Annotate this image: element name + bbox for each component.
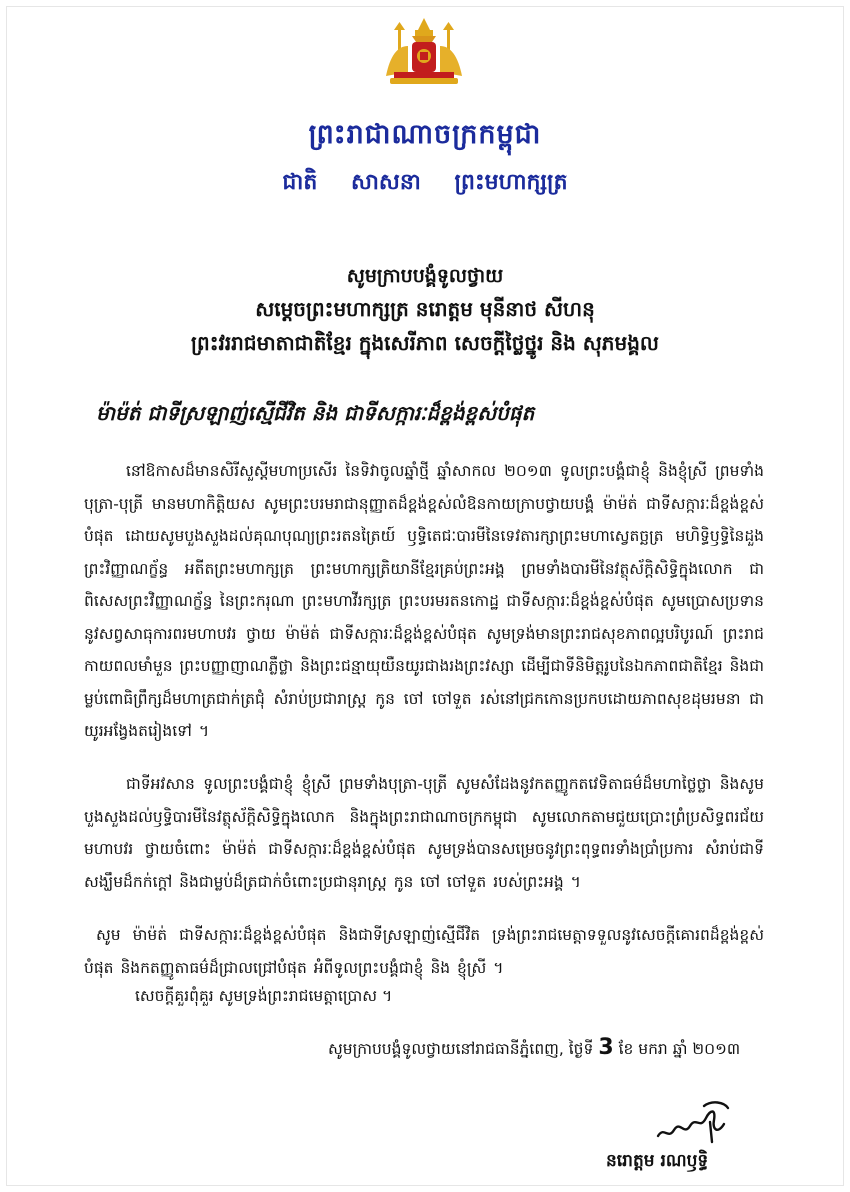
national-motto: ជាតិ សាសនា ព្រះមហាក្សត្រ — [282, 170, 568, 195]
signer-name: នរោត្តម រណឫទ្ធិ — [606, 1151, 709, 1171]
handwritten-signature — [654, 1096, 734, 1148]
date-prefix: សូមក្រាបបង្គំទូលថ្វាយនៅរាជធានីភ្នំពេញ, ថ្ងៃទី — [328, 1040, 594, 1058]
king-name-line: សម្តេចព្រះមហាក្សត្រ នរោត្តម មុនីនាថ សីហនុ — [255, 297, 595, 321]
date-day: 3 — [598, 1035, 614, 1060]
letter-subject: ម៉ាម៉ត់ ជាទីស្រឡាញ់ស្មើជីវិត និង ជាទីសក្ការៈដ៏ខ្ពង់ខ្ពស់បំផុត — [96, 401, 535, 425]
offer-line: សូមក្រាបបង្គំទូលថ្វាយ — [346, 265, 504, 287]
paragraph-4: សេចក្តីគួរពុំគួរ សូមទ្រង់ព្រះរាជមេត្តាប្រោស ។ — [135, 987, 393, 1005]
date-suffix: ខែ មករា ឆ្នាំ ២០១៣ — [618, 1040, 741, 1058]
paragraph-2: ជាទីអវសាន ទូលព្រះបង្គំជាខ្ញុំ ខ្ញុំស្រី ព្រមទាំងបុត្រា-បុត្រី សូមសំដែងនូវកតញ្ញូកតវេទិតាធម៌ដ៏មហាថ្លៃថ្លា និងសូមបួងសួងដល់ឫទ្ធិបារមីនៃវត្ថុស័ក្តិសិទ្ធិក្នុងលោក និងក្នុងព្រះរាជាណាចក្រកម្ពុជា សូមលោកតាមជួយប្រោះព្រំប្រសិទ្ធពរជ័យមហាបវរ ថ្វាយចំពោះ ម៉ាម៉ត់ ជាទីសក្ការៈដ៏ខ្ពង់ខ្ពស់បំផុត សូមទ្រង់បានសម្រេចនូវព្រះពុទ្ធពរទាំងប្រាំប្រការ សំរាប់ជាទីសង្ឃឹមដ៏កក់ក្តៅ និងជាម្លប់ដ៏ត្រជាក់ចំពោះប្រជានុរាស្ត្រ កូន ចៅ ចៅទួត របស់ព្រះអង្គ ។ — [84, 775, 764, 891]
paragraph-1: នៅឱកាសដ៏មានសិរីសួស្តីមហាប្រសើរ នៃទិវាចូលឆ្នាំថ្មី ឆ្នាំសាកល ២០១៣ ទូលព្រះបង្គំជាខ្ញុំ និងខ្ញុំស្រី ព្រមទាំងបុត្រា-បុត្រី មានមហាកិត្តិយស សូមព្រះបរមរាជានុញ្ញាតដ៏ខ្ពង់ខ្ពស់លំឱនកាយក្រាបថ្វាយបង្គំ ម៉ាម៉ត់ ជាទីសក្ការៈដ៏ខ្ពង់ខ្ពស់បំផុត ដោយសូមបួងសួងដល់គុណបុណ្យព្រះរតនត្រៃយ៍ ឫទ្ធិតេជៈបារមីនៃទេវតារក្សាព្រះមហាស្វេតច្ឆត្រ មហិទ្ធិឫទ្ធិនៃដួងព្រះវិញ្ញាណក្ខ័ន្ធ អតីតព្រះមហាក្សត្រ ព្រះមហាក្សត្រិយានីខ្មែរគ្រប់ព្រះអង្គ ព្រមទាំងបារមីនៃវត្ថុស័ក្តិសិទ្ធិក្នុងលោក ជាពិសេសព្រះវិញ្ញាណក្ខ័ន្ធ នៃព្រះករុណា ព្រះមហាវីរក្សត្រ ព្រះបរមរតនកោដ្ឋ ជាទីសក្ការៈដ៏ខ្ពង់ខ្ពស់បំផុត សូមប្រោសប្រទាននូវសព្វសាធុការពរមហាបវរ ថ្វាយ ម៉ាម៉ត់ ជាទីសក្ការៈដ៏ខ្ពង់ខ្ពស់បំផុត សូមទ្រង់មានព្រះរាជសុខភាពល្អបរិបូរណ៍ ព្រះរាជកាយពលមាំមួន ព្រះបញ្ញាញាណភ្លឺថ្លា និងព្រះជន្មាយុយឺនយូរជាងរងព្រះវស្សា ដើម្បីជាទីនិមិត្តរូបនៃឯកភាពជាតិខ្មែរ និងជាម្លប់ពោធិព្រឹក្សដ៏មហាត្រជាក់ត្រជុំ សំរាប់ប្រជារាស្ត្រ កូន ចៅ ចៅទួត រស់នៅជ្រកកោនប្រកបដោយភាពសុខដុមរមនា ជាយូរអង្វែងតរៀងទៅ ។ — [84, 462, 764, 740]
kingdom-heading: ព្រះរាជាណាចក្រកម្ពុជា — [308, 119, 542, 150]
date-line — [328, 1035, 740, 1062]
queen-mother-line: ព្រះវររាជមាតាជាតិខ្មែរ ក្នុងសេរីភាព សេចក្តីថ្លៃថ្នូរ និង សុភមង្គល — [191, 331, 659, 355]
royal-coat-of-arms-icon — [374, 16, 474, 88]
paragraph-3: សូម ម៉ាម៉ត់ ជាទីសក្ការៈដ៏ខ្ពង់ខ្ពស់បំផុត និងជាទីស្រឡាញ់ស្មើជីវិត ទ្រង់ព្រះរាជមេត្តាទទួលនូវសេចក្តីគោរពដ៏ខ្ពង់ខ្ពស់បំផុត និងកតញ្ញូតាធម៌ដ៏ជ្រាលជ្រៅបំផុត អំពីទូលព្រះបង្គំជាខ្ញុំ និង ខ្ញុំស្រី ។ — [84, 926, 764, 977]
